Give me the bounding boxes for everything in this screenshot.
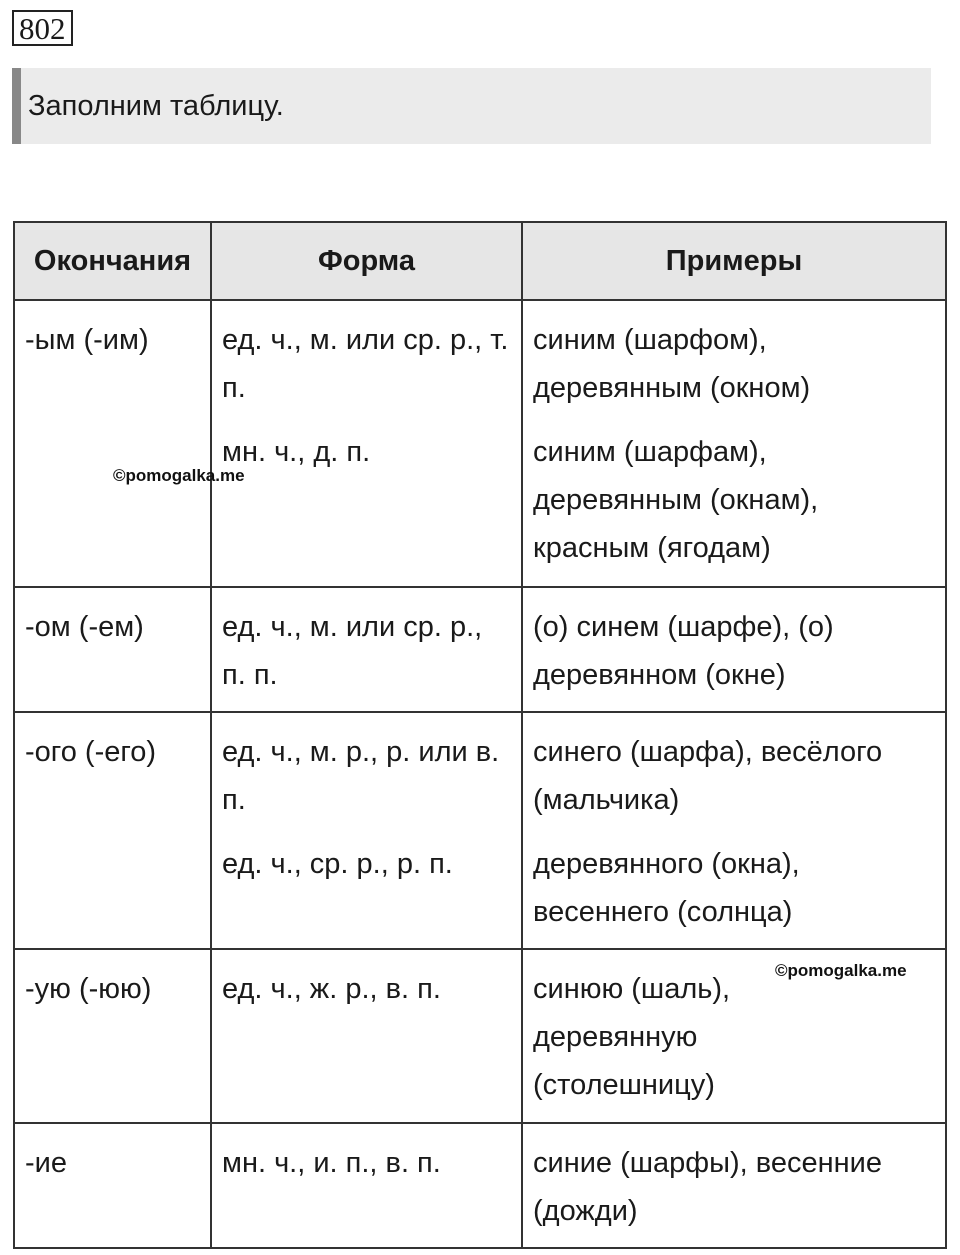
form-text: ед. ч., м. или ср. р., п. п. <box>222 611 483 691</box>
table-header-row <box>14 222 946 300</box>
watermark: ©pomogalka.me <box>775 961 907 980</box>
ending-cell: -ие <box>14 1123 211 1248</box>
ending-cell: -ом (-ем) <box>14 587 211 712</box>
form-cell <box>211 1123 522 1248</box>
form-text: ед. ч., ср. р., р. п. <box>222 848 453 880</box>
ending-cell: -ую (-юю) <box>14 949 211 1123</box>
intro-text: Заполним таблицу. <box>28 90 284 122</box>
form-text: ед. ч., м. или ср. р., т. п. <box>222 324 509 404</box>
table-row <box>14 587 946 712</box>
task-number: 802 <box>12 10 73 46</box>
form-cell <box>211 300 522 587</box>
example-text: синюю (шаль), деревянную (столешницу) <box>533 973 731 1101</box>
header-examples: Примеры <box>522 222 946 300</box>
table-row <box>14 300 946 587</box>
examples-cell <box>522 300 946 587</box>
example-text: деревянного (окна), весеннего (солнца) <box>533 848 800 928</box>
watermark: ©pomogalka.me <box>113 466 245 485</box>
intro-block <box>12 68 931 144</box>
ending-cell: -ого (-его) <box>14 712 211 949</box>
example-text: синим (шарфам), деревянным (окнам), красным (ягодам) <box>533 436 819 564</box>
form-cell <box>211 949 522 1123</box>
table-row <box>14 712 946 949</box>
ending-cell: -ым (-им) <box>14 300 211 587</box>
form-text: мн. ч., д. п. <box>222 436 371 468</box>
examples-cell <box>522 712 946 949</box>
form-text: ед. ч., ж. р., в. п. <box>222 973 441 1005</box>
form-cell <box>211 587 522 712</box>
header-form: Форма <box>211 222 522 300</box>
examples-cell <box>522 1123 946 1248</box>
form-text: ед. ч., м. р., р. или в. п. <box>222 736 500 816</box>
example-text: синие (шарфы), весенние (дожди) <box>533 1147 882 1227</box>
example-text: синим (шарфом), деревянным (окном) <box>533 324 811 404</box>
form-cell <box>211 712 522 949</box>
form-text: мн. ч., и. п., в. п. <box>222 1147 441 1179</box>
table-row <box>14 1123 946 1248</box>
endings-table <box>13 221 947 1249</box>
examples-cell <box>522 587 946 712</box>
header-endings: Окончания <box>14 222 211 300</box>
example-text: (о) синем (шарфе), (о) деревянном (окне) <box>533 611 834 691</box>
example-text: синего (шарфа), весёлого (мальчика) <box>533 736 883 816</box>
